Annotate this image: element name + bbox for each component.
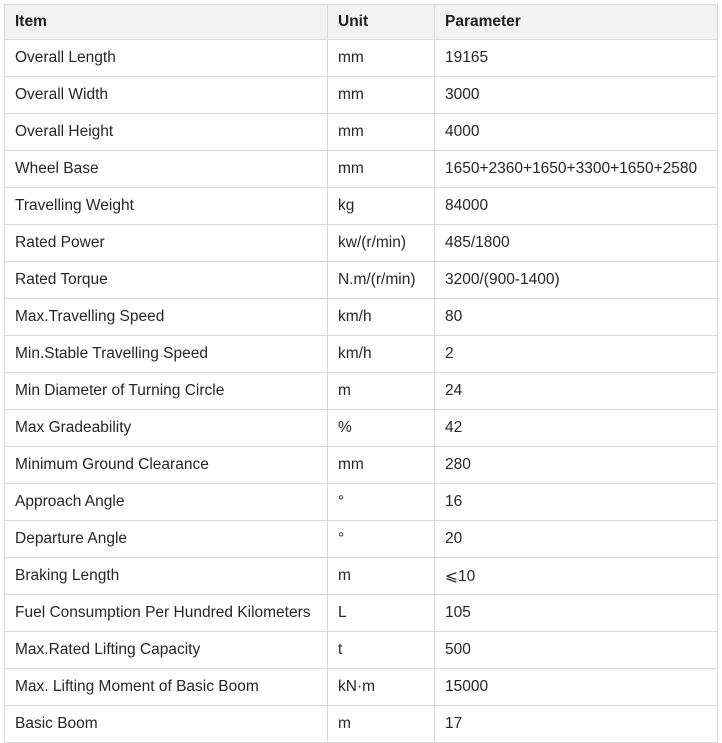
cell-item: Minimum Ground Clearance <box>5 447 328 484</box>
cell-unit: mm <box>328 114 435 151</box>
cell-unit: mm <box>328 447 435 484</box>
column-header-item: Item <box>5 5 328 40</box>
cell-parameter: 16 <box>435 484 718 521</box>
cell-item: Fuel Consumption Per Hundred Kilometers <box>5 595 328 632</box>
table-row <box>5 336 718 373</box>
cell-item: Wheel Base <box>5 151 328 188</box>
cell-item: Rated Power <box>5 225 328 262</box>
table-row <box>5 262 718 299</box>
cell-item: Overall Height <box>5 114 328 151</box>
table-row <box>5 77 718 114</box>
cell-parameter: 280 <box>435 447 718 484</box>
cell-unit: kw/(r/min) <box>328 225 435 262</box>
cell-parameter: 20 <box>435 521 718 558</box>
table-row <box>5 114 718 151</box>
cell-parameter: 1650+2360+1650+3300+1650+2580 <box>435 151 718 188</box>
cell-parameter: 15000 <box>435 669 718 706</box>
cell-item: Approach Angle <box>5 484 328 521</box>
table-row <box>5 706 718 743</box>
table-header <box>5 5 718 40</box>
column-header-parameter: Parameter <box>435 5 718 40</box>
cell-parameter: 4000 <box>435 114 718 151</box>
cell-parameter: 80 <box>435 299 718 336</box>
table-row <box>5 151 718 188</box>
cell-item: Max.Travelling Speed <box>5 299 328 336</box>
table-row <box>5 447 718 484</box>
cell-parameter: 3200/(900-1400) <box>435 262 718 299</box>
cell-unit: kN·m <box>328 669 435 706</box>
cell-unit: km/h <box>328 336 435 373</box>
table-body <box>5 40 718 743</box>
table-row <box>5 595 718 632</box>
cell-unit: m <box>328 706 435 743</box>
spec-table <box>4 4 718 743</box>
cell-parameter: 500 <box>435 632 718 669</box>
table-row <box>5 225 718 262</box>
cell-unit: ° <box>328 521 435 558</box>
cell-item: Basic Boom <box>5 706 328 743</box>
cell-parameter: 17 <box>435 706 718 743</box>
cell-parameter: 3000 <box>435 77 718 114</box>
cell-item: Max Gradeability <box>5 410 328 447</box>
table-row <box>5 40 718 77</box>
cell-unit: ° <box>328 484 435 521</box>
table-row <box>5 632 718 669</box>
cell-parameter: 105 <box>435 595 718 632</box>
cell-item: Max. Lifting Moment of Basic Boom <box>5 669 328 706</box>
table-row <box>5 410 718 447</box>
cell-unit: m <box>328 373 435 410</box>
cell-item: Travelling Weight <box>5 188 328 225</box>
table-row <box>5 188 718 225</box>
table-row <box>5 299 718 336</box>
table-row <box>5 373 718 410</box>
cell-parameter: 19165 <box>435 40 718 77</box>
cell-parameter: 84000 <box>435 188 718 225</box>
cell-item: Braking Length <box>5 558 328 595</box>
cell-unit: L <box>328 595 435 632</box>
cell-item: Min.Stable Travelling Speed <box>5 336 328 373</box>
cell-item: Overall Length <box>5 40 328 77</box>
cell-item: Overall Width <box>5 77 328 114</box>
cell-parameter: 42 <box>435 410 718 447</box>
cell-item: Departure Angle <box>5 521 328 558</box>
cell-item: Max.Rated Lifting Capacity <box>5 632 328 669</box>
table-row <box>5 669 718 706</box>
cell-parameter: 485/1800 <box>435 225 718 262</box>
cell-parameter: 24 <box>435 373 718 410</box>
cell-parameter: ⩽10 <box>435 558 718 595</box>
cell-item: Min Diameter of Turning Circle <box>5 373 328 410</box>
table-row <box>5 558 718 595</box>
cell-unit: t <box>328 632 435 669</box>
cell-item: Rated Torque <box>5 262 328 299</box>
cell-unit: mm <box>328 40 435 77</box>
column-header-unit: Unit <box>328 5 435 40</box>
cell-unit: % <box>328 410 435 447</box>
table-row <box>5 484 718 521</box>
cell-unit: km/h <box>328 299 435 336</box>
cell-parameter: 2 <box>435 336 718 373</box>
cell-unit: m <box>328 558 435 595</box>
cell-unit: kg <box>328 188 435 225</box>
cell-unit: N.m/(r/min) <box>328 262 435 299</box>
header-row <box>5 5 718 40</box>
cell-unit: mm <box>328 151 435 188</box>
table-row <box>5 521 718 558</box>
cell-unit: mm <box>328 77 435 114</box>
